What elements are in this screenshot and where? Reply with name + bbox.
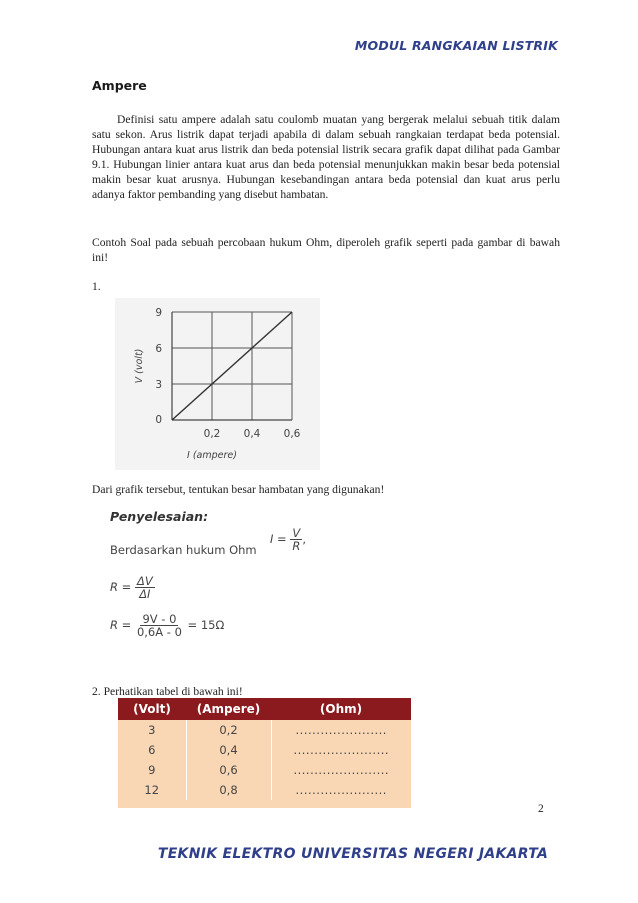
ohm-tail: ,: [302, 532, 306, 546]
table-cell-ohm: ......................: [295, 723, 387, 737]
solution-title: Penyelesaian:: [110, 509, 209, 524]
table-cell-volt: 3: [118, 720, 186, 740]
solution-intro: [110, 543, 257, 557]
question-1-text: Dari grafik tersebut, tentukan besar hambatan yang digunakan!: [92, 483, 385, 496]
calc-result: = 15Ω: [187, 618, 225, 632]
calc-fraction: [135, 613, 184, 638]
table-cell-volt: 6: [118, 740, 186, 760]
table-row: [118, 720, 411, 740]
x-tick-label: 0,6: [283, 428, 301, 440]
calc-numerator: 9V - 0: [142, 612, 177, 626]
question-1-number: 1.: [92, 280, 101, 293]
delta-denominator: ΔI: [139, 587, 151, 601]
x-axis-label: I (ampere): [187, 450, 237, 461]
ohm-fraction: [290, 527, 302, 552]
calc-denominator: 0,6A - 0: [136, 625, 182, 639]
page-number: 2: [538, 803, 544, 815]
ohm-table: [118, 698, 411, 808]
x-tick-label: 0,4: [243, 428, 261, 440]
delta-numerator: ΔV: [136, 574, 153, 588]
table-cell-ampere: 0,8: [186, 780, 271, 800]
table-cell-ampere: 0,4: [186, 740, 271, 760]
question-2-text: 2. Perhatikan tabel di bawah ini!: [92, 685, 243, 698]
table-cell-volt: 12: [118, 780, 186, 800]
calc-formula: [110, 613, 224, 638]
table-header-volt: (Volt): [118, 698, 186, 720]
y-axis-label: V (volt): [134, 348, 145, 384]
table-header-ampere: (Ampere): [186, 698, 271, 720]
table-header-row: [118, 698, 411, 720]
ohm-denominator: R: [292, 539, 301, 553]
table-cell-ampere: 0,6: [186, 760, 271, 780]
table-header-ohm: (Ohm): [271, 698, 411, 720]
y-tick-label: 6: [155, 343, 162, 355]
footer: TEKNIK ELEKTRO UNIVERSITAS NEGERI JAKARTA: [157, 846, 549, 862]
y-tick-label: 9: [155, 307, 162, 319]
y-tick-label: 0: [155, 414, 162, 426]
solution-intro-text: Berdasarkan hukum Ohm: [110, 543, 257, 557]
x-tick-label: 0,2: [203, 428, 221, 440]
table-row: [118, 740, 411, 760]
definition-paragraph: Definisi satu ampere adalah satu coulomb muatan yang bergerak melalui sebuah titik dalam satu sekon. Arus listrik dapat terjadi apabila di dalam sebuah rangkaian terdapat beda potensial. Hubungan antara kuat arus listrik dan beda potensial listrik secara grafik dapat dilihat pada Gambar 9.1. Hubungan linier antara kuat arus dan beda potensial menunjukkan makin besar beda potensial makin besar kuat arusnya. Hubungan kesebandingan antara beda potensial dan kuat arus perlu adanya faktor pembanding yang disebut hambatan.: [92, 113, 560, 202]
solution-block: [100, 505, 340, 655]
delta-formula: [110, 575, 155, 600]
example-intro: Contoh Soal pada sebuah percobaan hukum Ohm, diperoleh grafik seperti pada gambar di bawah ini!: [92, 236, 560, 265]
ohm-formula: [270, 527, 306, 552]
table-cell-ohm: ......................: [295, 783, 387, 797]
table-row: [118, 780, 411, 800]
table-cell-volt: 9: [118, 760, 186, 780]
ohm-lhs: I =: [270, 532, 287, 546]
calc-lhs: R =: [110, 618, 132, 632]
ohm-numerator: V: [292, 526, 301, 540]
table-row: [118, 760, 411, 780]
delta-lhs: R =: [110, 580, 132, 594]
data-line-series: [172, 312, 292, 420]
ohm-graph: [115, 298, 320, 470]
section-title: Ampere: [92, 78, 147, 93]
y-tick-label: 3: [155, 379, 162, 391]
table-cell-ohm: .......................: [293, 763, 390, 777]
table-cell-ampere: 0,2: [186, 720, 271, 740]
table-cell-ohm: .......................: [293, 743, 390, 757]
module-header: MODUL RANGKAIAN LISTRIK: [354, 38, 558, 53]
delta-fraction: [135, 575, 155, 600]
